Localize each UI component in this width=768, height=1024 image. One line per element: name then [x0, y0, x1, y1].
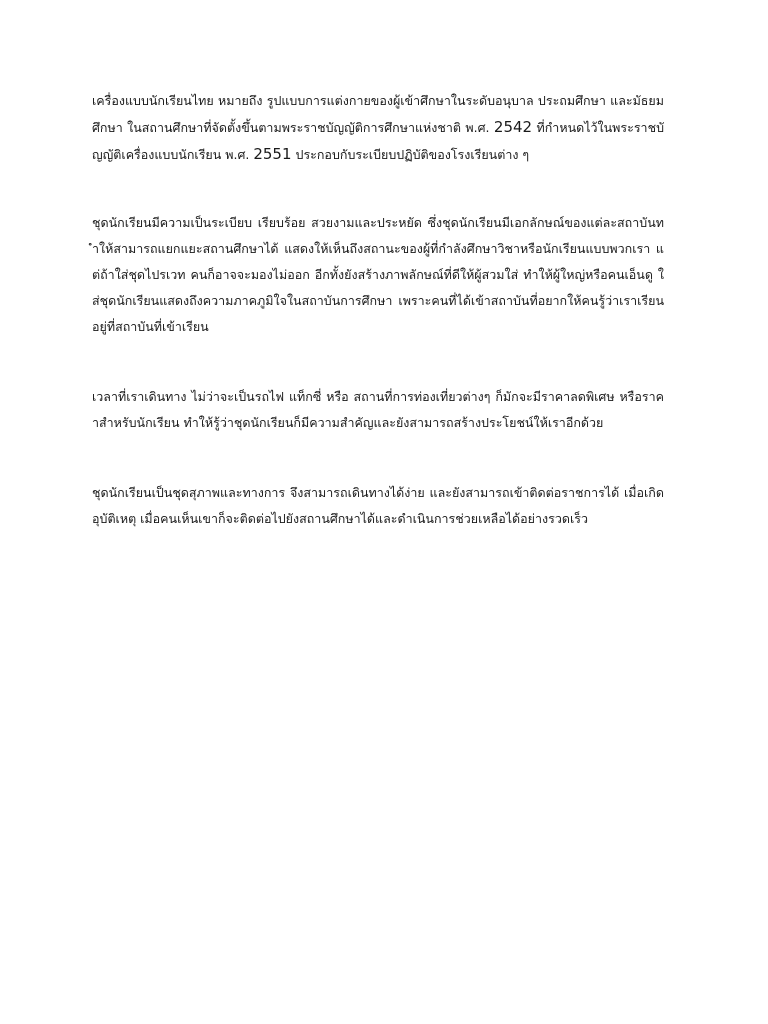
paragraph-discounts: เวลาที่เราเดินทาง ไม่ว่าจะเป็นรถไฟ แท็กซี่ หรือ สถานที่การท่องเที่ยวต่างๆ ก็มักจะมีราคาลดพิเศษ หรือราคาสำหรับนักเรียน ทำให้รู้ว่าชุดนักเรียนก็มีความสำคัญและยังสามารถสร้างประโยชน์ให้เราอีกด้วย — [92, 389, 664, 430]
year-2551: 2551 — [253, 145, 292, 163]
paragraph-safety: ชุดนักเรียนเป็นชุดสุภาพและทางการ จึงสามารถเดินทางได้ง่าย และยังสามารถเข้าติดต่อราชการได้ เมื่อเกิดอุบัติเหตุ เมื่อคนเห็นเขาก็จะติดต่อไปยังสถานศึกษาได้และดำเนินการช่วยเหลือได้อย่างรวดเร็ว — [92, 485, 664, 526]
document-page — [92, 88, 664, 532]
year-2542: 2542 — [493, 118, 533, 136]
paragraph-definition-text-2: ที่กำหนดไว้ในพระราชบัญญัติเครื่องแบบนักเรียน พ.ศ. — [92, 120, 664, 162]
paragraph-definition-text-3: ประกอบกับระเบียบปฏิบัติของโรงเรียนต่าง ๆ — [291, 147, 530, 162]
paragraph-definition — [92, 88, 664, 168]
paragraph-definition-text-1: เครื่องแบบนักเรียนไทย หมายถึง รูปแบบการแต่งกายของผู้เข้าศึกษาในระดับอนุบาล ประถมศึกษา และมัธยมศึกษา ในสถานศึกษาที่จัดตั้งขึ้นตามพระราชบัญญัติการศึกษาแห่งชาติ พ.ศ. — [92, 93, 664, 135]
paragraph-identity: ชุดนักเรียนมีความเป็นระเบียบ เรียบร้อย สวยงามและประหยัด ซึ่งชุดนักเรียนมีเอกลักษณ์ของแต่ละสถาบันทำให้สามารถแยกแยะสถานศึกษาได้ แสดงให้เห็นถึงสถานะของผู้ที่กำลังศึกษาวิชาหรือนักเรียนแบบพวกเรา แต่ถ้าใส่ชุดไปรเวท คนก็อาจจะมองไม่ออก อีกทั้งยังสร้างภาพลักษณ์ที่ดีให้ผู้สวมใส่ ทำให้ผู้ใหญ่หรือคนเอ็นดู ใส่ชุดนักเรียนแสดงถึงความภาคภูมิใจในสถาบันการศึกษา เพราะคนที่ได้เข้าสถาบันที่อยากให้คนรู้ว่าเราเรียนอยู่ที่สถาบันที่เข้าเรียน — [92, 215, 664, 334]
